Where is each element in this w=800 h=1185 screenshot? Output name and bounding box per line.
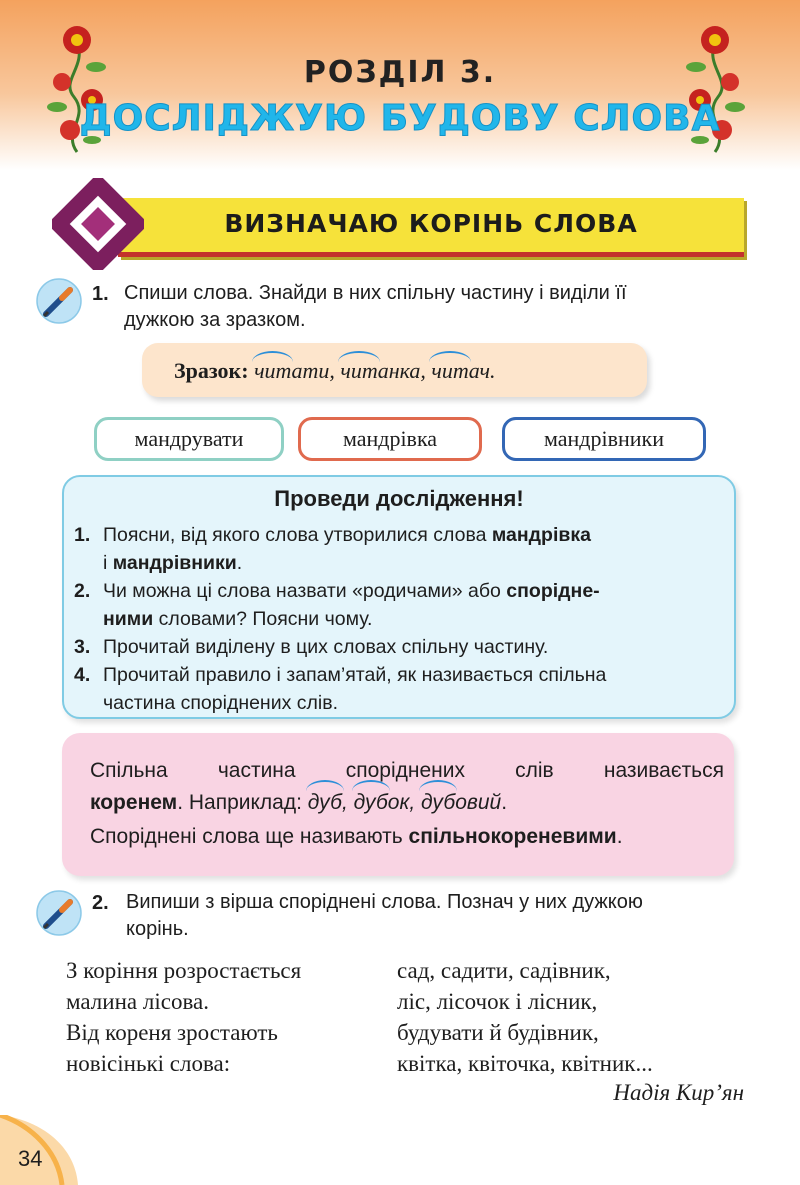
research-item-2 [74,577,724,633]
poem-left-column [66,955,301,1079]
rule-example-3-ending: овий [455,791,502,814]
research-item-4-number: 4. [74,664,91,686]
research-item-4 [74,661,724,717]
rule-example-2-root: дуб [354,787,388,819]
sample-end: . [490,358,496,383]
research-item-1 [74,521,724,577]
rule-example-lead: . Наприклад: [177,791,308,814]
research-item-1-text-3: . [236,552,243,574]
sample-box [142,343,647,397]
rule-example-sep-1: , [341,791,354,814]
research-item-1-bold-2: мандрівники [112,552,237,574]
research-item-1-body [103,521,724,577]
chapter-title: ДОСЛІДЖУЮ БУДОВУ СЛОВА [79,98,721,139]
research-item-2-text-2: словами? Поясни чому. [153,608,373,630]
sample-label: Зразок: [174,358,249,383]
task-2-number: 2. [92,892,109,914]
poem-right-column [397,955,653,1079]
research-item-2-text: Чи можна ці слова назвати «родичами» або [103,580,507,602]
task-1-number: 1. [92,283,109,305]
research-box [62,475,736,719]
task-2-line-1: Випиши з вірша споріднені слова. Познач у них дужкою [126,891,643,913]
sample-ending-2: анка [377,358,421,383]
rule-example-1 [308,791,354,814]
task-1-line-2: дужкою за зразком. [124,309,306,331]
sample-ending-1: ати [291,358,330,383]
rule-line-3-bold: спільнокореневими [408,825,617,848]
poem-left-line-1: З коріння розростається [66,958,302,983]
research-item-4-text-2: частина споріднених слів. [103,692,338,714]
sample-root-1: чит [254,358,292,383]
research-item-3-body: Прочитай виділену в цих словах спільну частину. [103,636,549,658]
research-item-3 [74,633,724,661]
word-pill-3: мандрівники [502,417,706,461]
research-item-1-text: Поясни, від якого слова утворилися слова [103,524,492,546]
sample-word-1 [254,358,335,383]
rule-line-2 [90,787,724,819]
page-number: 34 [18,1146,43,1171]
chapter-label: РОЗДІЛ 3. [303,55,497,90]
research-item-1-text-2: і [103,552,113,574]
rule-bold-term: коренем [90,791,178,814]
research-title: Проведи дослідження! [274,486,524,511]
poem-right-line-1: сад, садити, садівник, [397,958,611,983]
rule-line-3 [90,821,724,853]
word-pill-1: мандрувати [94,417,284,461]
rule-example-sep-2: , [409,791,422,814]
research-item-4-body [103,661,724,717]
rule-box [62,733,734,876]
topic-banner [118,198,744,257]
rule-line-1: Спільна частина споріднених слів називається [90,759,724,782]
poem-right-line-3: будувати й будівник, [397,1020,599,1045]
research-item-1-number: 1. [74,524,91,546]
rule-example-3 [421,791,501,814]
rule-example-1-root: дуб [308,787,342,819]
research-item-2-bold-1: спорідне- [506,580,600,602]
rule-example-2 [354,791,421,814]
sample-word-2 [340,358,426,383]
rule-example-3-root: дуб [421,787,455,819]
sample-text [174,358,496,384]
poem-left-line-3: Від кореня зростають [66,1020,278,1045]
sample-sep-2: , [420,358,426,383]
research-item-3-number: 3. [74,636,91,658]
rule-example-end: . [501,791,508,814]
sample-root-3: чит [431,358,469,383]
poem-left-line-2: малина лісова. [66,989,209,1014]
topic-title: ВИЗНАЧАЮ КОРІНЬ СЛОВА [224,209,638,238]
poem-right-line-4: квітка, квіточка, квітник... [397,1051,653,1076]
writing-pen-icon-2 [36,890,82,936]
rule-line-3-end: . [616,825,623,848]
research-item-2-body [103,577,724,633]
research-item-2-bold-2: ними [103,608,154,630]
task-2-line-2: корінь. [126,918,189,940]
sample-sep-1: , [329,358,335,383]
research-item-1-bold-1: мандрівка [491,524,591,546]
sample-ending-3: ач [468,358,491,383]
research-item-4-text: Прочитай правило і запам’ятай, як називається спільна [103,664,607,686]
sample-word-3 [431,358,495,383]
research-item-2-number: 2. [74,580,91,602]
poem-right-line-2: ліс, лісочок і лісник, [397,989,598,1014]
rule-example-2-ending: ок [387,791,410,814]
embroidery-ornament-icon [52,178,144,270]
sample-root-2: чит [340,358,378,383]
task-1-line-1: Спиши слова. Знайди в них спільну частину і виділи її [124,282,627,304]
poem-author: Надія Кир’ян [613,1080,744,1105]
poem-left-line-4: новісінькі слова: [66,1051,231,1076]
rule-line-3-text: Споріднені слова ще називають [90,825,409,848]
writing-pen-icon [36,278,82,324]
word-pill-2: мандрівка [298,417,482,461]
